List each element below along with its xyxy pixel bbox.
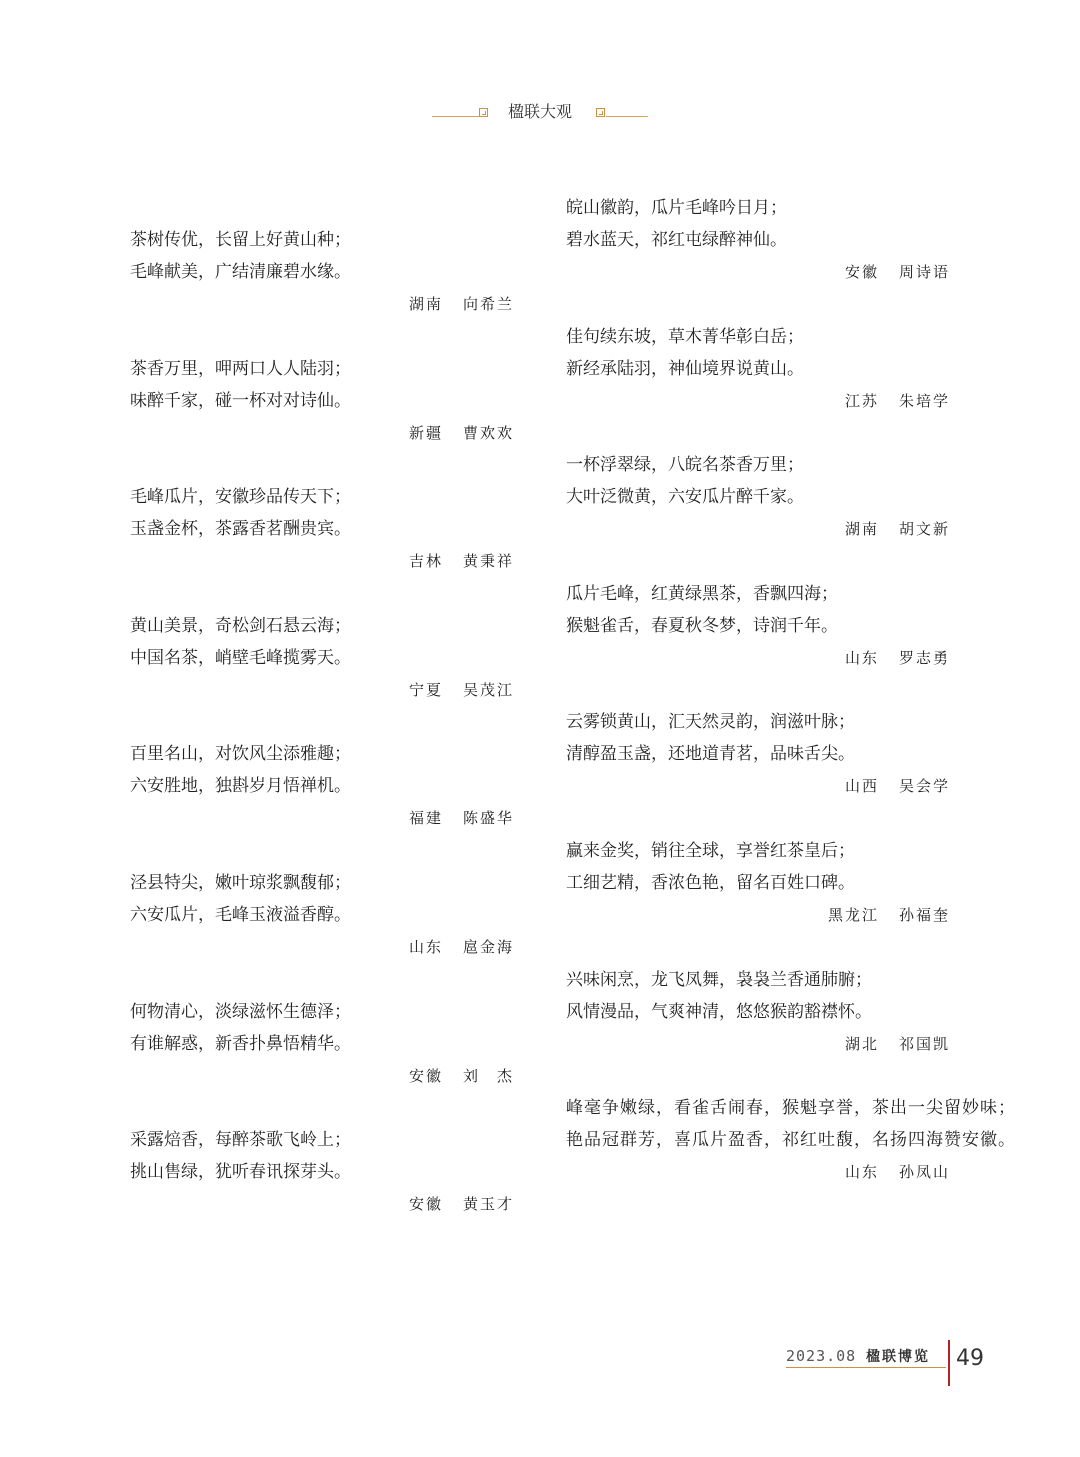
couplet-line-lower: 六安胜地，独斟岁月悟禅机。 — [130, 776, 351, 796]
couplet-line-lower: 有谁解惑，新香扑鼻悟精华。 — [130, 1034, 351, 1054]
author-region: 湖北 — [844, 1035, 879, 1053]
couplet-author — [130, 931, 514, 963]
couplet-line-lower: 新经承陆羽，神仙境界说黄山。 — [566, 359, 804, 379]
couplet-left-3 — [130, 481, 540, 577]
couplet-left-8 — [130, 1124, 540, 1220]
header-ornament-right-icon — [596, 108, 605, 117]
couplet-right-3 — [566, 449, 956, 545]
couplet-right-8 — [566, 1092, 1016, 1188]
author-region: 湖南 — [844, 520, 879, 538]
couplet-line-lower: 碧水蓝天，祁红屯绿醉神仙。 — [566, 230, 787, 250]
couplet-line-upper: 泾县特尖，嫩叶琼浆飘馥郁； — [130, 873, 351, 893]
couplet-line-lower: 中国名茶，峭壁毛峰揽雾天。 — [130, 648, 351, 668]
couplet-author — [566, 256, 950, 288]
couplet-line-lower: 艳品冠群芳，喜瓜片盈香，祁红吐馥，名扬四海赞安徽。 — [566, 1130, 1016, 1150]
couplet-author — [130, 417, 514, 449]
couplet-left-5 — [130, 738, 540, 834]
author-name: 吴会学 — [898, 777, 950, 795]
author-name: 胡文新 — [898, 520, 950, 538]
couplet-left-4 — [130, 610, 540, 706]
author-region: 江苏 — [844, 392, 879, 410]
author-region: 黑龙江 — [827, 906, 879, 924]
couplet-author — [566, 385, 950, 417]
couplet-line-upper: 采露焙香，每醉茶歌飞岭上； — [130, 1130, 351, 1150]
couplet-line-upper: 皖山徽韵，瓜片毛峰吟日月； — [566, 198, 787, 218]
couplet-author — [566, 513, 950, 545]
couplet-line-upper: 何物清心，淡绿滋怀生德泽； — [130, 1002, 351, 1022]
couplet-line-upper: 兴味闲烹，龙飞凤舞，袅袅兰香通肺腑； — [566, 970, 872, 990]
author-name: 孙凤山 — [898, 1163, 950, 1181]
couplet-line-lower: 工细艺精，香浓色艳，留名百姓口碑。 — [566, 873, 855, 893]
couplet-right-7 — [566, 964, 956, 1060]
author-name: 曹欢欢 — [462, 424, 514, 442]
couplet-line-lower: 挑山售绿，犹听春讯探芽头。 — [130, 1162, 351, 1182]
couplet-author — [130, 1188, 514, 1220]
header-rule-right — [606, 116, 648, 117]
couplet-line-upper: 毛峰瓜片，安徽珍品传天下； — [130, 487, 351, 507]
couplet-line-upper: 赢来金奖，销往全球，享誉红茶皇后； — [566, 841, 855, 861]
author-name: 扈金海 — [462, 938, 514, 956]
author-region: 山东 — [408, 938, 443, 956]
couplet-line-upper: 茶香万里，呷两口人人陆羽； — [130, 359, 351, 379]
author-name: 陈盛华 — [462, 809, 514, 827]
couplet-line-upper: 云雾锁黄山，汇天然灵韵，润滋叶脉； — [566, 712, 855, 732]
author-name: 朱培学 — [898, 392, 950, 410]
couplet-right-4 — [566, 578, 956, 674]
couplet-line-upper: 黄山美景，奇松剑石悬云海； — [130, 616, 351, 636]
couplet-line-upper: 茶树传优，长留上好黄山种； — [130, 230, 351, 250]
header-ornament-left-icon — [479, 108, 488, 117]
couplet-line-lower: 玉盏金杯，茶露香茗酬贵宾。 — [130, 519, 351, 539]
page-footer — [0, 1340, 1080, 1390]
couplet-left-7 — [130, 996, 540, 1092]
author-name: 向希兰 — [462, 295, 514, 313]
couplet-line-lower: 味醉千家，碰一杯对对诗仙。 — [130, 391, 351, 411]
author-region: 新疆 — [408, 424, 443, 442]
author-name: 周诗语 — [898, 263, 950, 281]
author-region: 福建 — [408, 809, 443, 827]
author-region: 山东 — [844, 1163, 879, 1181]
couplet-author — [130, 802, 514, 834]
magazine-name: 楹联博览 — [866, 1349, 930, 1365]
couplet-left-1 — [130, 224, 540, 320]
couplet-author — [130, 545, 514, 577]
couplet-line-upper: 百里名山，对饮风尘添雅趣； — [130, 744, 351, 764]
header-rule-left — [432, 116, 482, 117]
couplet-line-lower: 风情漫品，气爽神清，悠悠猴韵豁襟怀。 — [566, 1002, 872, 1022]
couplet-author — [566, 770, 950, 802]
couplet-line-upper: 一杯浮翠绿，八皖名茶香万里； — [566, 455, 804, 475]
author-region: 安徽 — [408, 1067, 443, 1085]
section-title: 楹联大观 — [507, 102, 572, 121]
couplet-left-6 — [130, 867, 540, 963]
couplet-right-5 — [566, 706, 956, 802]
couplet-author — [566, 899, 950, 931]
couplet-line-lower: 六安瓜片，毛峰玉液溢香醇。 — [130, 905, 351, 925]
couplet-author — [130, 288, 514, 320]
couplet-line-lower: 猴魁雀舌，春夏秋冬梦，诗润千年。 — [566, 616, 838, 636]
author-region: 山东 — [844, 649, 879, 667]
author-region: 安徽 — [844, 263, 879, 281]
author-name: 孙福奎 — [898, 906, 950, 924]
author-name: 祁国凯 — [898, 1035, 950, 1053]
page-header — [0, 96, 1080, 130]
couplet-line-upper: 佳句续东坡，草木菁华彰白岳； — [566, 327, 804, 347]
couplet-author — [130, 1060, 514, 1092]
couplet-line-lower: 毛峰献美，广结清廉碧水缘。 — [130, 262, 351, 282]
couplet-right-6 — [566, 835, 956, 931]
author-name: 黄玉才 — [462, 1195, 514, 1213]
couplet-right-1 — [566, 192, 956, 288]
couplet-line-lower: 清醇盈玉盏，还地道青茗，品味舌尖。 — [566, 744, 855, 764]
couplet-author — [566, 1028, 950, 1060]
couplet-line-upper: 峰毫争嫩绿，看雀舌闹春，猴魁享誉，茶出一尖留妙味； — [566, 1098, 1016, 1118]
author-region: 吉林 — [408, 552, 443, 570]
author-name: 黄秉祥 — [462, 552, 514, 570]
couplet-line-lower: 大叶泛微黄，六安瓜片醉千家。 — [566, 487, 804, 507]
author-region: 宁夏 — [408, 681, 443, 699]
author-name: 吴茂江 — [462, 681, 514, 699]
couplet-author — [130, 674, 514, 706]
footer-rule — [786, 1367, 946, 1368]
author-region: 湖南 — [408, 295, 443, 313]
couplet-line-upper: 瓜片毛峰，红黄绿黑茶，香飘四海； — [566, 584, 838, 604]
couplet-right-2 — [566, 321, 956, 417]
author-region: 山西 — [844, 777, 879, 795]
couplet-author — [566, 642, 950, 674]
couplet-left-2 — [130, 353, 540, 449]
page-number: 49 — [956, 1346, 984, 1371]
author-name: 罗志勇 — [898, 649, 950, 667]
author-region: 安徽 — [408, 1195, 443, 1213]
issue-date: 2023.08 — [786, 1347, 857, 1365]
footer-divider — [948, 1340, 950, 1386]
couplet-author — [566, 1156, 950, 1188]
author-name: 刘 杰 — [462, 1067, 514, 1085]
